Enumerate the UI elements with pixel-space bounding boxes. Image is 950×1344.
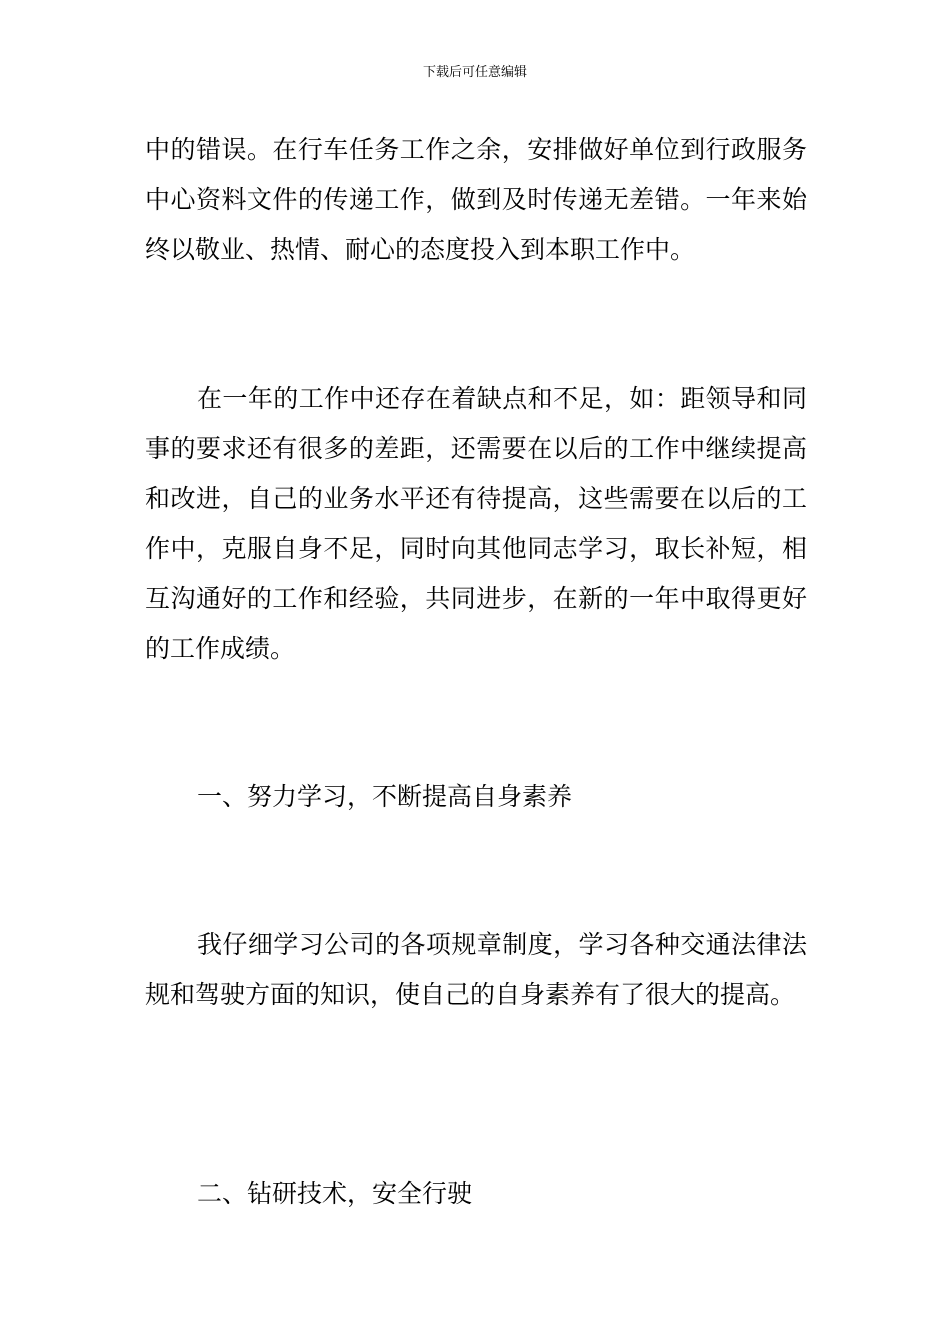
paragraph-shortcomings: 在一年的工作中还存在着缺点和不足，如：距领导和同事的要求还有很多的差距，还需要在以后的工作中继续提高和改进，自己的业务水平还有待提高，这些需要在以后的工作中，克服自身不足，同时向其他同志学习，取长补短，相互沟通好的工作和经验，共同进步，在新的一年中取得更好的工作成绩。	[145, 384, 807, 663]
paragraph-study: 我仔细学习公司的各项规章制度，学习各种交通法律法规和驾驶方面的知识，使自己的自身素养有了很大的提高。	[145, 930, 807, 1009]
section-heading-study: 一、努力学习，不断提高自身素养	[197, 782, 573, 811]
paragraph-continuation: 中的错误。在行车任务工作之余，安排做好单位到行政服务中心资料文件的传递工作，做到及时传递无差错。一年来始终以敬业、热情、耐心的态度投入到本职工作中。	[145, 135, 807, 264]
page-header: 下载后可任意编辑	[422, 65, 527, 80]
section-heading-driving: 二、钻研技术，安全行驶	[197, 1179, 473, 1208]
